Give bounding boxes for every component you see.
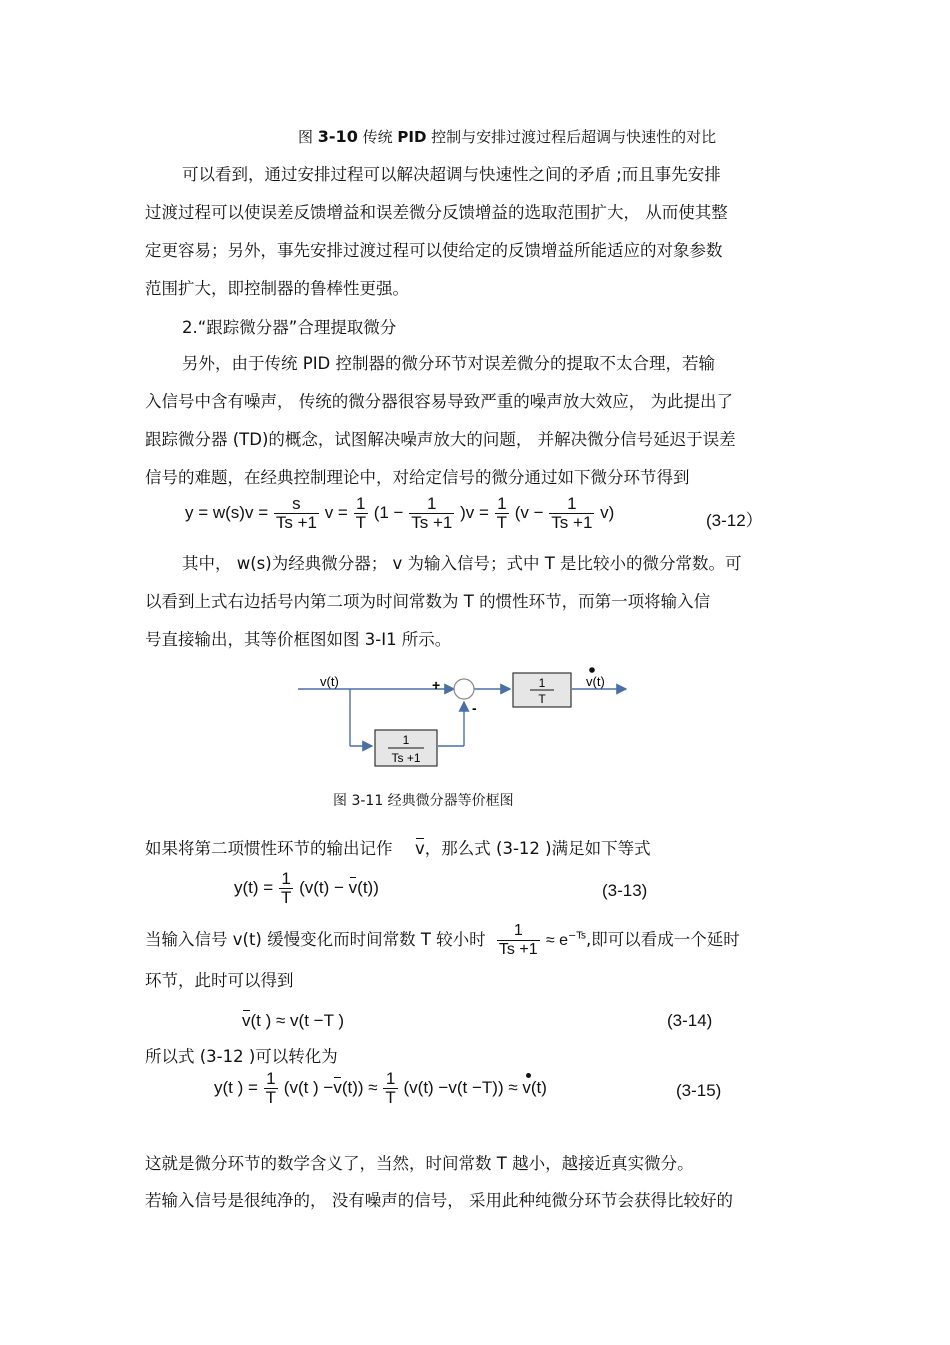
- derivative-dot-icon: [589, 667, 595, 673]
- para4-vbar: v: [415, 839, 425, 858]
- para7-line1: 这就是微分环节的数学含义了，当然，时间常数 T 越小，越接近真实微分。: [145, 1154, 694, 1173]
- para5-exponent: −Ts: [567, 930, 587, 942]
- eq313-part3: (t)): [357, 877, 379, 897]
- gain-numerator: 1: [538, 676, 546, 690]
- lag-numerator: 1: [402, 733, 410, 747]
- para5: [145, 922, 740, 959]
- para5-text-a: 当输入信号 v(t) 缓慢变化而时间常数 T 较小时: [145, 930, 486, 949]
- figure-caption-3-11: 图 3-11 经典微分器等价框图: [333, 793, 514, 809]
- eq314-body: (t ) ≈ v(t −T ): [250, 1011, 345, 1030]
- eq312-lhs: y = w(s)v =: [185, 502, 269, 522]
- eq313-frac: $\frac{1}{T}$: [280, 869, 292, 907]
- eq315-vbar: v: [333, 1077, 342, 1097]
- para4: [145, 835, 651, 859]
- eq312-term5: v): [600, 502, 615, 522]
- summing-junction: [454, 679, 474, 699]
- caption-pid: PID: [397, 128, 427, 146]
- para2-line2: 入信号中含有噪声， 传统的微分器很容易导致严重的噪声放大效应， 为此提出了: [145, 392, 733, 411]
- para1-line2: 过渡过程可以使误差反馈增益和误差微分反馈增益的选取范围扩大， 从而使其整: [145, 203, 728, 222]
- eq312-frac3: $\frac{1}{Ts +1}$: [411, 494, 453, 532]
- eq312-number: (3-12）: [706, 511, 763, 530]
- para2-line1: 另外，由于传统 PID 控制器的微分环节对误差微分的提取不太合理，若输: [182, 354, 716, 373]
- para1-line1: 可以看到，通过安排过程可以解决超调与快速性之间的矛盾 ;而且事先安排: [182, 165, 721, 184]
- para5-frac: $\frac{1}{Ts +1}$: [498, 922, 538, 958]
- eq312-term4: (v −: [514, 502, 544, 522]
- eq312-term2: (1 −: [373, 502, 404, 522]
- eq312-frac1: $\frac{s}{Ts +1}$: [275, 494, 317, 532]
- eq314-vbar: v: [242, 1011, 251, 1030]
- para3-line3: 号直接输出，其等价框图如图 3-I1 所示。: [145, 630, 452, 649]
- caption-number: 3-10: [317, 127, 358, 146]
- equation-3-15: [214, 1070, 547, 1107]
- eq313-vbar: v: [348, 877, 358, 897]
- eq312-frac2: $\frac{1}{T}$: [355, 494, 366, 532]
- para6: 所以式 (3-12 )可以转化为: [145, 1047, 338, 1066]
- para5-text-c: ,即可以看成一个延时: [586, 930, 740, 949]
- caption-rest: 控制与安排过渡过程后超调与快速性的对比: [426, 128, 717, 146]
- para1-line4: 范围扩大，即控制器的鲁棒性更强。: [145, 279, 409, 298]
- eq315-part-c: (t)) ≈: [341, 1077, 378, 1097]
- eq314-number: (3-14): [667, 1011, 713, 1030]
- plus-sign: +: [432, 677, 441, 693]
- para3-line1: 其中， w(s)为经典微分器； v 为输入信号；式中 T 是比较小的微分常数。可: [182, 554, 742, 573]
- eq315-part-a: (v(t ) −: [283, 1077, 334, 1097]
- para4-text-b: ，那么式 (3-12 )满足如下等式: [424, 839, 651, 858]
- figure-caption-3-10: [298, 126, 716, 147]
- para5-approx: ≈ e: [545, 932, 568, 949]
- output-label: v(t): [586, 674, 605, 689]
- caption-text: 传统: [357, 128, 398, 146]
- eq315-part-f: (t): [530, 1077, 547, 1097]
- minus-sign: -: [472, 700, 477, 716]
- para2-line4: 信号的难题，在经典控制理论中，对给定信号的微分通过如下微分环节得到: [145, 468, 690, 487]
- eq315-number: (3-15): [676, 1081, 722, 1100]
- input-label: v(t): [320, 674, 339, 689]
- para2-line3: 跟踪微分器 (TD)的概念，试图解决噪声放大的问题， 并解决微分信号延迟于误差: [145, 430, 736, 449]
- eq315-lhs: y(t ) =: [214, 1077, 258, 1097]
- eq315-frac1: $\frac{1}{T}$: [265, 1069, 277, 1107]
- eq313-part1: (v(t) −: [299, 877, 344, 897]
- para3-line2: 以看到上式右边括号内第二项为时间常数为 T 的惯性环节，而第一项将输入信: [145, 592, 711, 611]
- eq313-lhs: y(t) =: [234, 877, 274, 897]
- equation-3-12: [185, 495, 614, 532]
- eq313-number: (3-13): [602, 881, 648, 900]
- equation-3-13: [234, 870, 379, 907]
- eq312-frac4: $\frac{1}{T}$: [496, 494, 508, 532]
- para4-text-a: 如果将第二项惯性环节的输出记作: [145, 839, 393, 858]
- eq312-frac5: $\frac{1}{Ts +1}$: [551, 494, 593, 532]
- eq312-term1: v =: [324, 502, 348, 522]
- eq315-part-d: (v(t) −v(t −T)) ≈: [403, 1077, 518, 1097]
- caption-prefix: 图: [298, 128, 318, 146]
- eq315-frac2: $\frac{1}{T}$: [385, 1069, 396, 1107]
- lag-denominator: Ts +1: [391, 751, 421, 765]
- para5-line2: 环节，此时可以得到: [145, 971, 294, 990]
- para7-line2: 若输入信号是很纯净的， 没有噪声的信号， 采用此种纯微分环节会获得比较好的: [145, 1191, 733, 1210]
- block-diagram: [290, 660, 650, 780]
- eq315-vdot: v: [522, 1077, 531, 1097]
- para1-line3: 定更容易；另外，事先安排过渡过程可以使给定的反馈增益所能适应的对象参数: [145, 241, 723, 260]
- eq312-term3: )v =: [460, 502, 489, 522]
- section-heading: 2.“跟踪微分器”合理提取微分: [182, 318, 397, 337]
- gain-denominator: T: [538, 692, 546, 706]
- equation-3-14: [242, 1011, 344, 1031]
